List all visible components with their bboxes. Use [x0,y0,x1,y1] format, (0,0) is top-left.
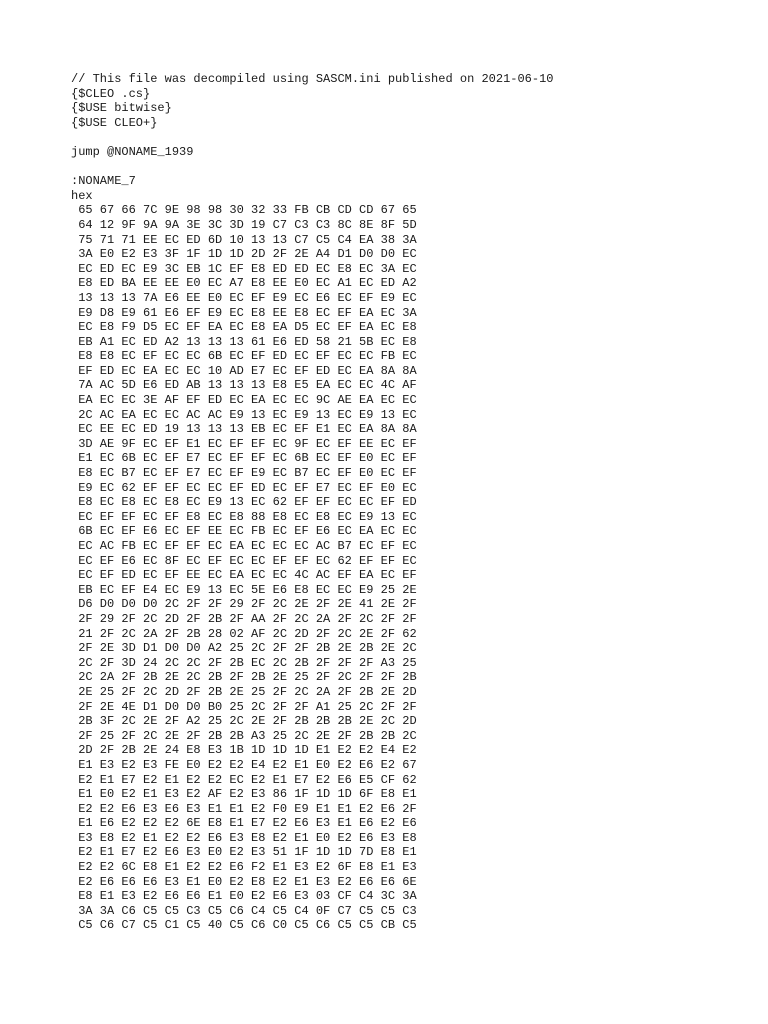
hex-row: 2C 2A 2F 2B 2E 2C 2B 2F 2B 2E 25 2F 2C 2F 2F 2B [71,670,417,685]
hex-row: EC EF E6 EC 8F EC EF EC EC EF EF EC 62 EF EF EC [71,553,417,568]
hex-row: 6B EC EF E6 EC EF EE EC FB EC EF E6 EC EA EC EC [71,524,417,539]
blank-line [71,130,761,145]
hex-row: E1 E3 E2 E3 FE E0 E2 E2 E4 E2 E1 E0 E2 E6 E2 67 [71,757,417,772]
hex-row: 64 12 9F 9A 9A 3E 3C 3D 19 C7 C3 C3 8C 8E 8F 5D [71,217,417,232]
header-comment: // This file was decompiled using SASCM.ini published on 2021-06-10 [71,72,554,86]
hex-row: E2 E2 E6 E3 E6 E3 E1 E1 E2 F0 E9 E1 E1 E2 E6 2F [71,801,417,816]
hex-row: 13 13 13 7A E6 EE E0 EC EF E9 EC E6 EC EF E9 EC [71,290,417,305]
use-bitwise-directive: {$USE bitwise} [71,101,172,116]
hex-row: E9 D8 E9 61 E6 EF E9 EC E8 EE E8 EC EF EA EC 3A [71,305,417,320]
hex-row: EC EF ED EC EF EE EC EA EC EC 4C AC EF EA EC EF [71,568,417,583]
hex-row: 7A AC 5D E6 ED AB 13 13 13 E8 E5 EA EC EC 4C AF [71,378,417,393]
hex-block [71,203,761,933]
cleo-directive: {$CLEO .cs} [71,86,151,101]
hex-row: EC E8 F9 D5 EC EF EA EC E8 EA D5 EC EF EA EC E8 [71,320,417,335]
hex-row: EB EC EF E4 EC E9 13 EC 5E E6 E8 EC EC E9 25 2E [71,582,417,597]
hex-row: EC ED EC E9 3C EB 1C EF E8 ED ED EC E8 EC 3A EC [71,261,417,276]
hex-row: E8 EC E8 EC E8 EC E9 13 EC 62 EF EF EC EC EF ED [71,495,417,510]
jump-statement: jump @NONAME_1939 [71,144,194,159]
hex-row: 2C 2F 3D 24 2C 2C 2F 2B EC 2C 2B 2F 2F 2F A3 25 [71,655,417,670]
hex-row: 65 67 66 7C 9E 98 98 30 32 33 FB CB CD CD 67 65 [71,203,417,218]
hex-row: E2 E2 6C E8 E1 E2 E2 E6 F2 E1 E3 E2 6F E8 E1 E3 [71,860,417,875]
hex-row: 3A 3A C6 C5 C5 C3 C5 C6 C4 C5 C4 0F C7 C5 C5 C3 [71,903,417,918]
hex-row: 2F 29 2F 2C 2D 2F 2B 2F AA 2F 2C 2A 2F 2C 2F 2F [71,611,417,626]
hex-row: C5 C6 C7 C5 C1 C5 40 C5 C6 C0 C5 C6 C5 C5 CB C5 [71,918,417,933]
hex-row: 2E 25 2F 2C 2D 2F 2B 2E 25 2F 2C 2A 2F 2B 2E 2D [71,684,417,699]
hex-row: 2F 25 2F 2C 2E 2F 2B 2B A3 25 2C 2E 2F 2B 2B 2C [71,728,417,743]
hex-row: 2F 2E 4E D1 D0 D0 B0 25 2C 2F 2F A1 25 2C 2F 2F [71,699,417,714]
hex-row: 2B 3F 2C 2E 2F A2 25 2C 2E 2F 2B 2B 2B 2E 2C 2D [71,714,417,729]
hex-row: 3D AE 9F EC EF E1 EC EF EF EC 9F EC EF EE EC EF [71,436,417,451]
hex-row: EB A1 EC ED A2 13 13 13 61 E6 ED 58 21 5B EC E8 [71,334,417,349]
hex-row: E2 E6 E6 E6 E3 E1 E0 E2 E8 E2 E1 E3 E2 E6 E6 6E [71,874,417,889]
hex-row: EC EE EC ED 19 13 13 13 EB EC EF E1 EC EA 8A 8A [71,422,417,437]
label-line: :NONAME_7 [71,174,136,189]
hex-row: E1 E0 E2 E1 E3 E2 AF E2 E3 86 1F 1D 1D 6F E8 E1 [71,787,417,802]
use-cleo-plus-directive: {$USE CLEO+} [71,115,158,130]
hex-row: E1 EC 6B EC EF E7 EC EF EF EC 6B EC EF E0 EC EF [71,451,417,466]
hex-row: 75 71 71 EE EC ED 6D 10 13 13 C7 C5 C4 EA 38 3A [71,232,417,247]
hex-row: 21 2F 2C 2A 2F 2B 28 02 AF 2C 2D 2F 2C 2E 2F 62 [71,626,417,641]
hex-row: E1 E6 E2 E2 E2 6E E8 E1 E7 E2 E6 E3 E1 E6 E2 E6 [71,816,417,831]
blank-line [71,160,761,175]
hex-row: 2D 2F 2B 2E 24 E8 E3 1B 1D 1D 1D E1 E2 E2 E4 E2 [71,743,417,758]
hex-row: E8 E8 EC EF EC EC 6B EC EF ED EC EF EC EC FB EC [71,349,417,364]
hex-row: EA EC EC 3E AF EF ED EC EA EC EC 9C AE EA EC EC [71,393,417,408]
hex-row: 2C AC EA EC EC AC AC E9 13 EC E9 13 EC E9 13 EC [71,407,417,422]
hex-row: EC EF EF EC EF E8 EC E8 88 E8 EC E8 EC E9 13 EC [71,509,417,524]
hex-keyword: hex [71,188,93,203]
hex-row: EF ED EC EA EC EC 10 AD E7 EC EF ED EC EA 8A 8A [71,363,417,378]
hex-row: E2 E1 E7 E2 E6 E3 E0 E2 E3 51 1F 1D 1D 7D E8 E1 [71,845,417,860]
hex-row: E8 EC B7 EC EF E7 EC EF E9 EC B7 EC EF E0 EC EF [71,466,417,481]
hex-row: 2F 2E 3D D1 D0 D0 A2 25 2C 2F 2F 2B 2E 2B 2E 2C [71,641,417,656]
hex-row: D6 D0 D0 D0 2C 2F 2F 29 2F 2C 2E 2F 2E 41 2E 2F [71,597,417,612]
hex-row: 3A E0 E2 E3 3F 1F 1D 1D 2D 2F 2E A4 D1 D0 D0 EC [71,247,417,262]
hex-row: E8 ED BA EE EE E0 EC A7 E8 EE E0 EC A1 EC ED A2 [71,276,417,291]
code-document [71,72,761,933]
hex-row: E9 EC 62 EF EF EC EC EF ED EC EF E7 EC EF E0 EC [71,480,417,495]
hex-row: E3 E8 E2 E1 E2 E2 E6 E3 E8 E2 E1 E0 E2 E6 E3 E8 [71,830,417,845]
hex-row: EC AC FB EC EF EF EC EA EC EC EC AC B7 EC EF EC [71,539,417,553]
hex-row: E2 E1 E7 E2 E1 E2 E2 EC E2 E1 E7 E2 E6 E5 CF 62 [71,772,417,787]
hex-row: E8 E1 E3 E2 E6 E6 E1 E0 E2 E6 E3 03 CF C4 3C 3A [71,889,417,904]
